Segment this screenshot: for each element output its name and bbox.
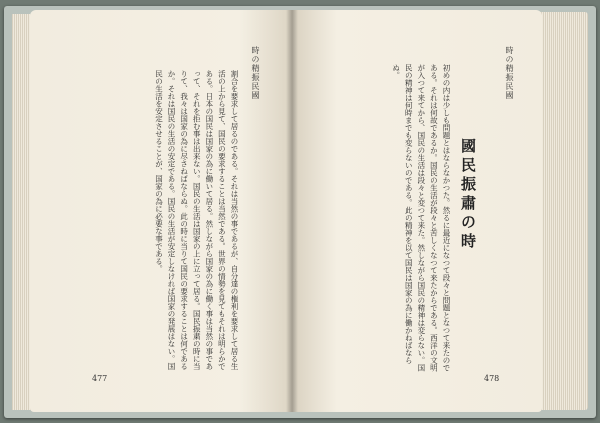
chapter-title: 國民振肅の時: [459, 138, 477, 252]
left-page-number: 477: [92, 374, 108, 383]
left-page: [30, 10, 292, 412]
book-gutter: [286, 10, 298, 412]
right-body-text: 初めの内は少しも問題とはならなかつた。然るに最近になつて段々と問題となつて来たのである。それは何故であるか。国民の生活が段々と苦しくなつて来たからである。西洋の文明が入つて来てから、国民の生活は段々と変つて来た。然しながら国民の精神は変らない。国民の精神は何時までも変らないのである。此の精神を以て国民は国家の為に働かねばならぬ。: [391, 64, 451, 372]
right-page-number: 478: [484, 374, 500, 383]
right-page: [292, 10, 542, 412]
right-page-edges: [540, 12, 588, 410]
left-body-text: 割合を要求して居るのである。それは当然の事であるが、自分達の権利を要求して居る生活の上から見て、国民の要求することは当然である。世界の情勢を見てもそれは明らかである。日本の国民は国家の為に働いて居る。然しながら国家の為に働く事は当然の事であって、それを拒む事は出来ない。国民の生活は国家の上に立って居る。国民振粛の時に当りて、我々は国家の為に尽さねばならぬ。此の時に当りて国民の要求することは何であるか。それは国民の生活の安定である。国民の生活が安定しなければ国家の発展はない。国民の生活を安定させることが、国家の為に必要な事である。: [154, 70, 239, 370]
right-running-head: 時の精振民國: [505, 46, 514, 100]
left-running-head: 時の精振民國: [251, 46, 260, 100]
